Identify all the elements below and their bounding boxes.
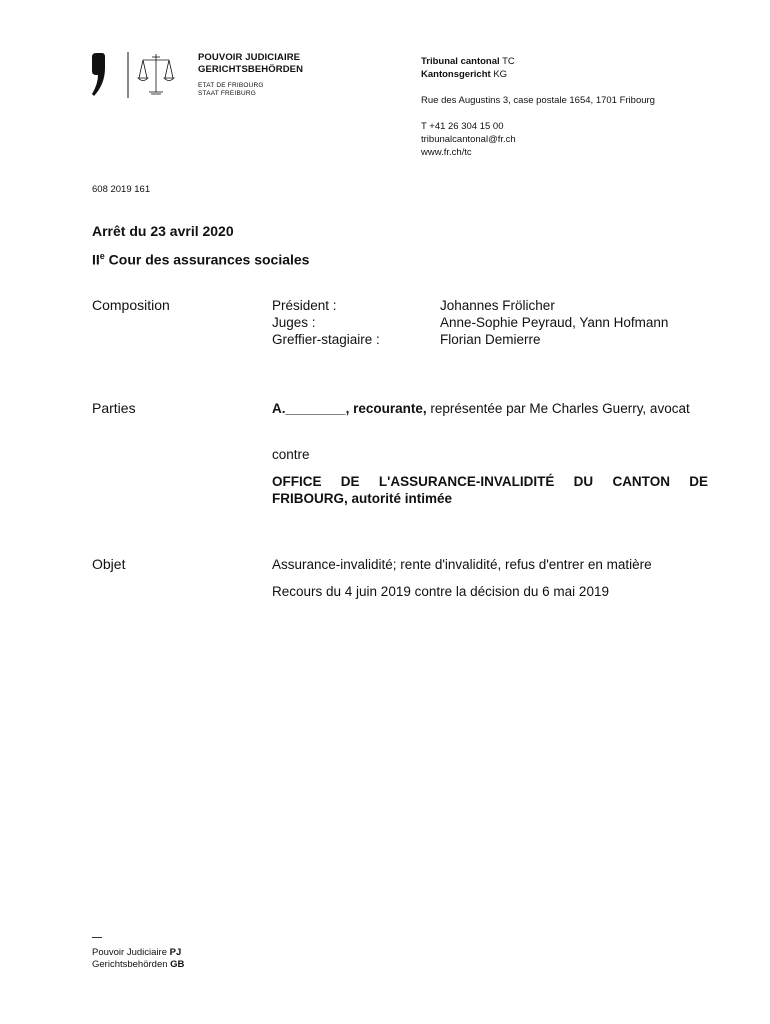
fribourg-judiciary-logo xyxy=(88,50,183,100)
court-name-fr: Tribunal cantonal TC xyxy=(421,56,515,67)
org-name xyxy=(198,52,303,76)
comma-mark-icon xyxy=(92,53,105,96)
composition-label: Composition xyxy=(92,297,170,313)
court-name-de: Kantonsgericht KG xyxy=(421,69,508,80)
court-email[interactable]: tribunalcantonal@fr.ch xyxy=(421,134,516,145)
state-name xyxy=(198,82,264,98)
state-name-de: STAAT FREIBURG xyxy=(198,90,257,97)
party-appellant: A.________, recourante, représentée par Me Charles Guerry, avocat xyxy=(272,401,690,416)
parties-label: Parties xyxy=(92,400,136,416)
composition-role-clerk: Greffier-stagiaire : xyxy=(272,332,380,347)
court-address: Rue des Augustins 3, case postale 1654, 1701 Fribourg xyxy=(421,95,655,106)
party-respondent: OFFICE DE L'ASSURANCE-INVALIDITÉ DU CANTON DE FRIBOURG, autorité intimée xyxy=(272,474,708,506)
composition-role-president: Président : xyxy=(272,298,337,313)
composition-name-president: Johannes Frölicher xyxy=(440,298,555,313)
org-name-de: GERICHTSBEHÖRDEN xyxy=(198,64,304,75)
party-versus: contre xyxy=(272,447,310,462)
state-name-fr: ETAT DE FRIBOURG xyxy=(198,82,264,89)
composition-name-judges: Anne-Sophie Peyraud, Yann Hofmann xyxy=(440,315,669,330)
subject-matter: Assurance-invalidité; rente d'invalidité, refus d'entrer en matière xyxy=(272,557,652,572)
subject-appeal: Recours du 4 juin 2019 contre la décision du 6 mai 2019 xyxy=(272,584,609,599)
court-phone: T +41 26 304 15 00 xyxy=(421,121,504,132)
chamber-title: IIe Cour des assurances sociales xyxy=(92,251,310,268)
composition-name-clerk: Florian Demierre xyxy=(440,332,541,347)
composition-role-judges: Juges : xyxy=(272,315,316,330)
court-website[interactable]: www.fr.ch/tc xyxy=(421,147,472,158)
court-name xyxy=(421,55,515,81)
footer-line-fr: Pouvoir Judiciaire PJ xyxy=(92,947,182,958)
org-name-fr: POUVOIR JUDICIAIRE xyxy=(198,52,301,63)
footer-divider xyxy=(92,937,102,938)
case-reference: 608 2019 161 xyxy=(92,184,151,195)
footer-line-de: Gerichtsbehörden GB xyxy=(92,959,185,970)
footer xyxy=(92,947,184,971)
judgment-title: Arrêt du 23 avril 2020 xyxy=(92,223,234,239)
subject-label: Objet xyxy=(92,556,126,572)
scales-of-justice-icon xyxy=(138,54,174,94)
